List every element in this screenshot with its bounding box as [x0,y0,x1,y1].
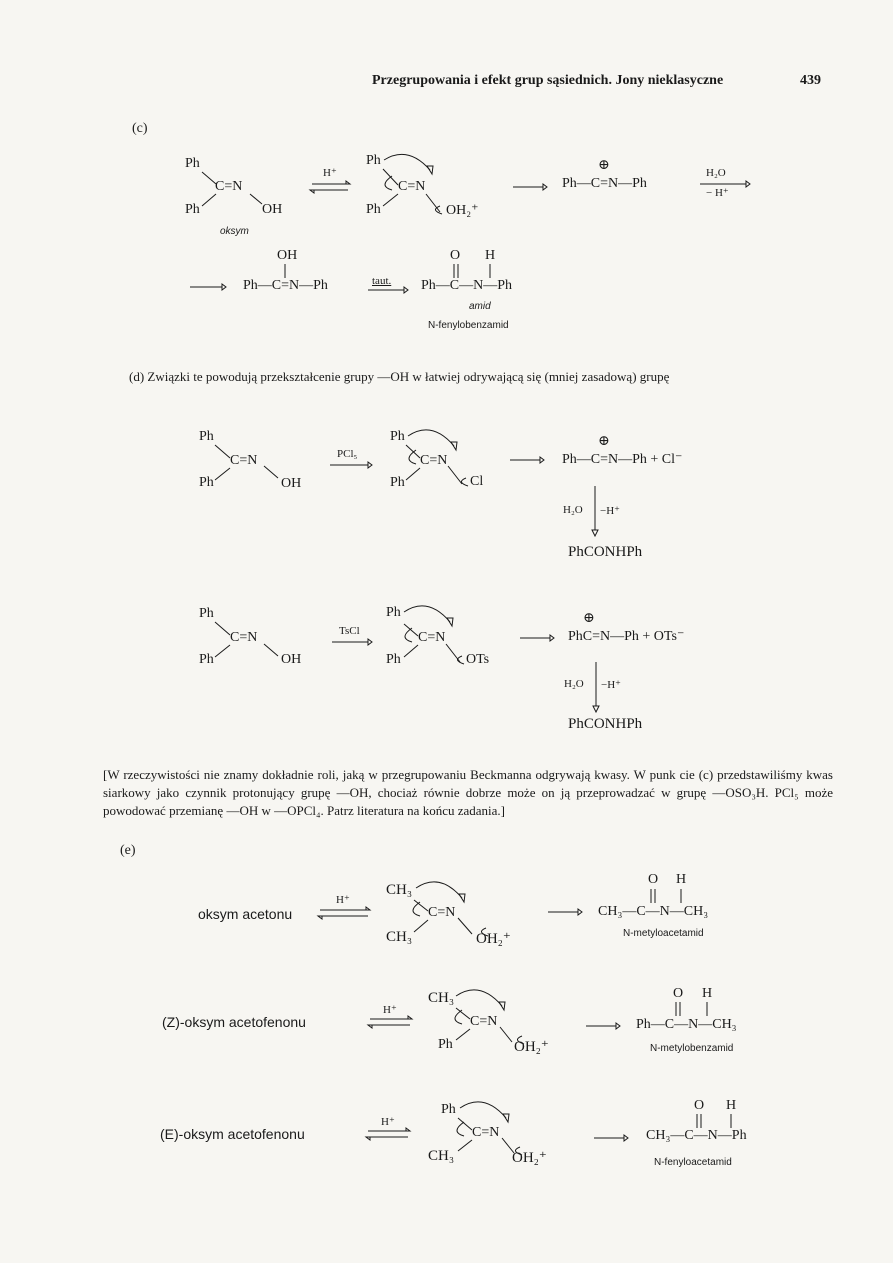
reagent-label: TsCl [339,625,360,637]
atom-ph: Ph [199,606,214,621]
bottom-group: Ph [438,1037,453,1052]
atom-cn: C=N [420,453,448,468]
atom-o: O [648,872,659,887]
atom-ph: Ph [386,605,401,620]
atom-cn: C=N [398,179,426,194]
atom-o: O [450,248,461,263]
part-d-text: (d) Związki te powodują przekształcenie grupy —OH w łatwiej odrywającą się (mniej zasadową) grupę [129,369,670,384]
atom-h: H [485,248,496,263]
atom-h: H [676,872,687,887]
water-label: H₂O [706,167,726,179]
atom-ph: Ph [185,202,200,217]
product-name: N-metylobenzamid [650,1043,734,1054]
atom-cn: C=N [215,179,243,194]
amide-structure: Ph—C—N—Ph [421,278,513,293]
atom-oh: OH [262,202,283,217]
atom-cn: C=N [472,1125,500,1140]
water-label: H₂O [563,504,583,516]
reactant-name: oksym acetonu [198,906,293,922]
leaving-group: OH₂⁺ [514,1039,549,1055]
product-name: N-metyloacetamid [623,928,704,939]
deprotonation-label: − H⁺ [706,187,729,199]
top-group: CH₃ [386,882,413,898]
running-header: Przegrupowania i efekt grup sąsiednich. Jony nieklasyczne [372,73,724,88]
section-label-c: (c) [132,121,148,136]
atom-ph: Ph [390,475,405,490]
leaving-group: OH₂⁺ [476,931,511,947]
reagent-label: H⁺ [381,1116,395,1128]
atom-ph: Ph [366,153,381,168]
leaving-group: OH₂⁺ [446,203,479,218]
leaving-group: Cl [470,474,484,489]
bracket-note: [W rzeczywistości nie znamy dokładnie roli, jaką w przegrupowaniu Beckmanna odgrywają kwasy. W punk cie (c) przedstawiliśmy kwas siarkowy jako czynnik protonujący grupę —OH, chociaż równie dobrze może on ją przeprowadzać w grupę —OSO₃H. PCl₅ może powodować przemianę —OH w —OPCl₄. Patrz literatura na końcu zadania.] [103,767,833,818]
reagent-label: H⁺ [336,894,350,906]
atom-ph: Ph [366,202,381,217]
plus-charge: ⊕ [598,434,610,449]
tautomerization-label: taut. [372,275,392,287]
atom-cn: C=N [230,453,258,468]
atom-o: O [673,986,684,1001]
amide-name: N-fenylobenzamid [428,320,509,331]
atom-cn: C=N [470,1014,498,1029]
leaving-group: OTs [466,652,490,667]
product-name: N-fenyloacetamid [654,1157,732,1168]
atom-oh: OH [281,652,302,667]
atom-h: H [726,1098,737,1113]
atom-ph: Ph [199,652,214,667]
atom-oh: OH [277,248,298,263]
amide-caption: amid [469,301,491,312]
plus-charge: ⊕ [598,158,610,173]
bottom-group: CH₃ [428,1148,455,1164]
nitrilium-ion: PhC=N—Ph + OTs⁻ [568,629,685,644]
deprotonation-label: −H⁺ [600,505,620,517]
final-product: PhCONHPh [568,544,643,560]
atom-cn: C=N [418,630,446,645]
nitrilium-ion: Ph—C=N—Ph [562,176,647,191]
nitrilium-ion: Ph—C=N—Ph + Cl⁻ [562,452,683,467]
atom-ph: Ph [185,156,200,171]
iminol: Ph—C=N—Ph [243,278,328,293]
reagent-label: H⁺ [383,1004,397,1016]
atom-ph: Ph [199,475,214,490]
oxime-caption: oksym [220,226,249,237]
atom-ph: Ph [199,429,214,444]
atom-ph: Ph [390,429,405,444]
plus-charge: ⊕ [583,611,595,626]
reactant-name: (E)-oksym acetofenonu [160,1126,305,1142]
atom-cn: C=N [428,905,456,920]
deprotonation-label: −H⁺ [601,679,621,691]
reagent-label: H⁺ [323,167,337,179]
atom-oh: OH [281,476,302,491]
top-group: CH₃ [428,990,455,1006]
atom-o: O [694,1098,705,1113]
section-label-e: (e) [120,843,136,858]
top-group: Ph [441,1102,456,1117]
reagent-label: PCl₅ [337,448,358,460]
leaving-group: OH₂⁺ [512,1150,547,1166]
page-number: 439 [800,73,821,88]
final-product: PhCONHPh [568,716,643,732]
reactant-name: (Z)-oksym acetofenonu [162,1014,306,1030]
atom-ph: Ph [386,652,401,667]
atom-cn: C=N [230,630,258,645]
product-structure: Ph—C—N—CH₃ [636,1017,737,1032]
bottom-group: CH₃ [386,929,413,945]
product-structure: CH₃—C—N—CH₃ [598,904,709,919]
atom-h: H [702,986,713,1001]
product-structure: CH₃—C—N—Ph [646,1128,747,1143]
water-label: H₂O [564,678,584,690]
